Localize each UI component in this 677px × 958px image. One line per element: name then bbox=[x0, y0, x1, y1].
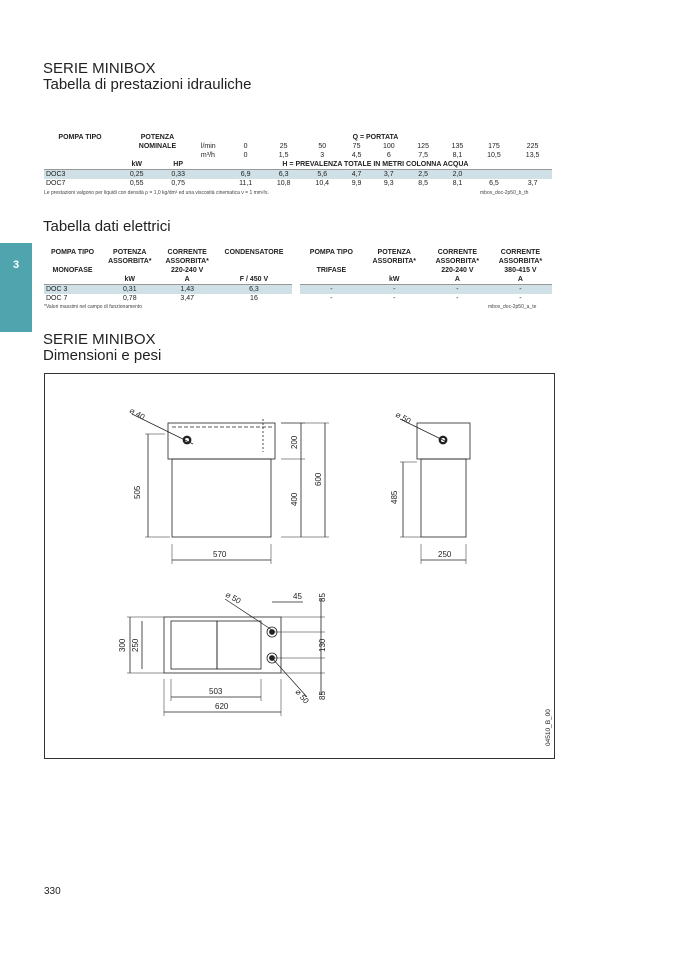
a-cell: 1,43 bbox=[158, 285, 215, 295]
m3h-cell: 3 bbox=[320, 152, 325, 159]
m3h-cell: 1,5 bbox=[278, 152, 289, 159]
hydraulic-performance-table bbox=[44, 133, 552, 188]
chapter-number: 3 bbox=[12, 259, 20, 271]
dim-d50-top1: ⌀ 50 bbox=[224, 589, 243, 606]
electric-table-trifase bbox=[300, 248, 552, 303]
m3h-cell: 7,5 bbox=[418, 152, 428, 159]
col-pompa: POMPA TIPO bbox=[58, 134, 102, 141]
a-cell: 3,47 bbox=[180, 295, 194, 302]
dash-cell: - bbox=[519, 295, 522, 302]
dash-cell: - bbox=[393, 295, 396, 302]
drawing-code: 04510_B_00 bbox=[545, 709, 552, 746]
lmin-cell: 75 bbox=[352, 143, 361, 150]
dash-cell: - bbox=[363, 285, 426, 295]
col-assorbita: ASSORBITA* bbox=[108, 258, 152, 265]
section-title-electric: Tabella dati elettrici bbox=[43, 218, 171, 235]
m3h-cell: 0 bbox=[243, 152, 248, 159]
col-corrente: CORRENTE bbox=[167, 249, 207, 256]
unit-lmin: l/min bbox=[200, 143, 216, 150]
dim-620: 620 bbox=[215, 702, 229, 711]
col-assorbita: ASSORBITA* bbox=[498, 258, 543, 265]
dim-600: 600 bbox=[314, 472, 323, 486]
hydraulic-code: mbox_doc-2p50_b_th bbox=[480, 190, 529, 196]
f-cell: 16 bbox=[250, 295, 258, 302]
f-cell: 6,3 bbox=[216, 285, 292, 295]
unit-hp: HP bbox=[157, 160, 198, 170]
h-cell: 6,5 bbox=[489, 180, 499, 187]
col-assorbita: ASSORBITA* bbox=[435, 258, 480, 265]
dim-200: 200 bbox=[290, 435, 299, 449]
col-trifase: TRIFASE bbox=[316, 267, 347, 274]
col-potenza: POTENZA bbox=[113, 249, 147, 256]
dimension-drawing-frame bbox=[44, 373, 555, 759]
h-cell: 2,5 bbox=[406, 170, 440, 180]
technical-drawing bbox=[45, 374, 556, 760]
unit-kw: kW bbox=[363, 275, 426, 285]
lmin-cell: 50 bbox=[318, 143, 327, 150]
col-assorbita: ASSORBITA* bbox=[372, 258, 416, 265]
h-prevalenza-label: H = PREVALENZA TOTALE IN METRI COLONNA ACQUA bbox=[199, 160, 552, 170]
col-voltage: 220-240 V bbox=[171, 267, 204, 274]
dim-485: 485 bbox=[390, 490, 399, 504]
section-title-minibox: SERIE MINIBOX bbox=[43, 60, 156, 77]
unit-f: F / 450 V bbox=[216, 275, 292, 285]
dim-570: 570 bbox=[213, 550, 227, 559]
electric-code: mbox_doc-2p50_a_te bbox=[488, 304, 537, 310]
col-voltage: 220-240 V bbox=[441, 267, 474, 274]
col-voltage: 380-415 V bbox=[504, 267, 537, 274]
h-cell: 8,1 bbox=[452, 180, 463, 187]
h-cell: 3,7 bbox=[527, 180, 538, 187]
lmin-cell: 25 bbox=[279, 143, 288, 150]
dash-cell: - bbox=[489, 285, 552, 295]
unit-a: A bbox=[489, 275, 552, 285]
hp-cell: 0,33 bbox=[157, 170, 198, 180]
h-cell: 4,7 bbox=[342, 170, 372, 180]
kw-cell: 0,25 bbox=[116, 170, 157, 180]
h-cell: 9,9 bbox=[351, 180, 362, 187]
lmin-cell: 135 bbox=[451, 143, 464, 150]
h-cell bbox=[513, 170, 552, 180]
dim-45: 45 bbox=[293, 592, 302, 601]
dim-85-top: 85 bbox=[318, 593, 327, 602]
lmin-cell: 100 bbox=[382, 143, 395, 150]
dim-505: 505 bbox=[133, 485, 142, 499]
page-number: 330 bbox=[44, 886, 61, 897]
row-name: DOC 7 bbox=[46, 295, 68, 302]
unit-kw: kW bbox=[101, 275, 158, 285]
h-cell: 9,3 bbox=[383, 180, 394, 187]
h-cell: 6,9 bbox=[227, 170, 264, 180]
col-assorbita: ASSORBITA* bbox=[165, 258, 209, 265]
lmin-cell: 125 bbox=[417, 143, 429, 150]
kw-cell: 0,55 bbox=[129, 180, 144, 187]
col-corrente: CORRENTE bbox=[500, 249, 541, 256]
h-cell: 10,8 bbox=[276, 180, 291, 187]
chapter-tab bbox=[0, 243, 32, 332]
col-monofase: MONOFASE bbox=[52, 267, 93, 274]
hp-cell: 0,75 bbox=[171, 180, 185, 187]
unit-a: A bbox=[158, 275, 215, 285]
dim-130: 130 bbox=[318, 638, 327, 652]
h-cell bbox=[475, 170, 514, 180]
electric-note: *Valori massimi nel campo di funzionamento bbox=[44, 304, 143, 310]
dim-d40: ⌀ 40 bbox=[128, 405, 147, 422]
col-pompa: POMPA TIPO bbox=[309, 249, 353, 256]
dim-85-bottom: 85 bbox=[318, 691, 327, 700]
h-cell: 5,6 bbox=[303, 170, 342, 180]
dash-cell: - bbox=[330, 295, 333, 302]
dim-400: 400 bbox=[290, 492, 299, 506]
col-pompa: POMPA TIPO bbox=[50, 249, 95, 256]
dash-cell: - bbox=[426, 285, 489, 295]
kw-cell: 0,31 bbox=[101, 285, 158, 295]
lmin-cell: 225 bbox=[526, 143, 539, 150]
dash-cell: - bbox=[456, 295, 459, 302]
section-title-minibox-2: SERIE MINIBOX bbox=[43, 331, 156, 348]
section-subtitle-hydraulic: Tabella di prestazioni idrauliche bbox=[43, 76, 252, 93]
lmin-cell: 175 bbox=[488, 143, 500, 150]
h-cell: 8,5 bbox=[418, 180, 428, 187]
col-q-portata: Q = PORTATA bbox=[352, 134, 399, 141]
row-name: DOC3 bbox=[44, 170, 116, 180]
h-cell: 6,3 bbox=[264, 170, 303, 180]
m3h-cell: 4,5 bbox=[351, 152, 362, 159]
col-potenza: POTENZA bbox=[140, 134, 175, 141]
col-nominale: NOMINALE bbox=[138, 143, 177, 150]
row-name: DOC7 bbox=[46, 180, 66, 187]
h-cell: 11,1 bbox=[239, 180, 253, 187]
unit-kw: kW bbox=[116, 160, 157, 170]
row-name: DOC 3 bbox=[44, 285, 101, 295]
unit-m3h: m³/h bbox=[200, 152, 215, 159]
dim-503: 503 bbox=[209, 687, 223, 696]
section-subtitle-dimensions: Dimensioni e pesi bbox=[43, 347, 162, 364]
lmin-cell: 0 bbox=[243, 143, 248, 150]
dim-250-top: 250 bbox=[131, 638, 140, 652]
h-cell: 2,0 bbox=[440, 170, 474, 180]
electric-table-monofase bbox=[44, 248, 292, 303]
hydraulic-note: Le prestazioni valgono per liquidi con densità ρ = 1,0 kg/dm³ ed una viscosità cinematica ν = 1 mm²/s. bbox=[44, 190, 269, 196]
unit-a: A bbox=[426, 275, 489, 285]
col-potenza: POTENZA bbox=[377, 249, 411, 256]
m3h-cell: 6 bbox=[386, 152, 391, 159]
m3h-cell: 8,1 bbox=[452, 152, 463, 159]
h-cell: 3,7 bbox=[372, 170, 406, 180]
dim-d50-side: ⌀ 50 bbox=[394, 409, 413, 426]
dim-d50-top2: ⌀ 50 bbox=[293, 687, 311, 706]
dim-250-side: 250 bbox=[438, 550, 452, 559]
dim-300: 300 bbox=[118, 638, 127, 652]
m3h-cell: 13,5 bbox=[525, 152, 540, 159]
dash-cell: - bbox=[300, 285, 363, 295]
col-corrente: CORRENTE bbox=[437, 249, 477, 256]
kw-cell: 0,78 bbox=[122, 295, 137, 302]
m3h-cell: 10,5 bbox=[487, 152, 501, 159]
h-cell: 10,4 bbox=[315, 180, 330, 187]
col-condensatore: CONDENSATORE bbox=[224, 249, 284, 256]
